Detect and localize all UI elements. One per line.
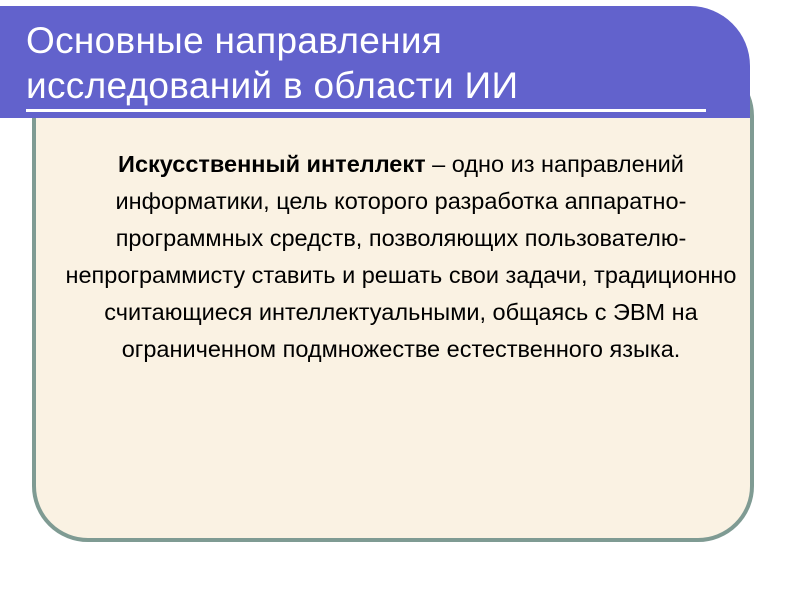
slide-title-line-1: Основные направления (26, 20, 443, 61)
title-underline (26, 109, 706, 112)
definition-term: Искусственный интеллект (118, 151, 426, 177)
definition-text: – одно из направлений информатики, цель которого разработка аппаратно-программных средств, позволяющих пользователю-непрограммисту ставить и решать свои задачи, традиционно считающиеся интеллектуальными, общаясь с ЭВМ на ограниченном подмножестве естественного языка. (65, 151, 737, 362)
definition-paragraph (60, 146, 742, 368)
title-banner (0, 6, 750, 118)
slide-title-line-2: исследований в области ИИ (26, 65, 519, 106)
